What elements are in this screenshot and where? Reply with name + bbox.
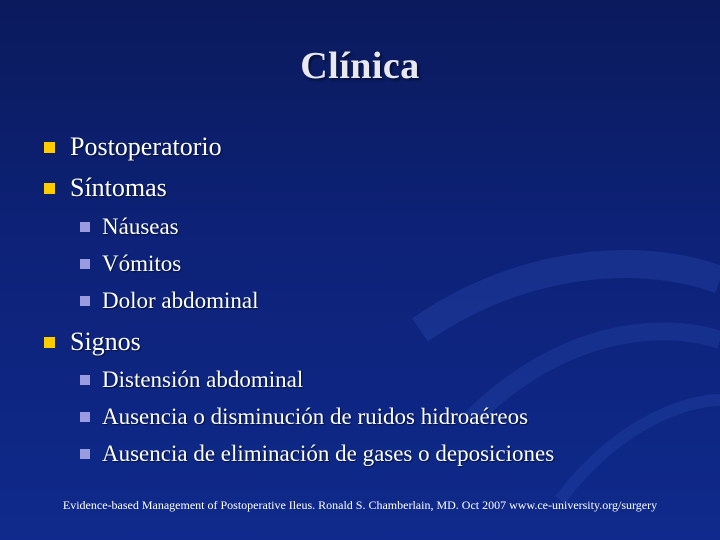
bullet-item-signos — [44, 327, 141, 357]
square-bullet-icon — [80, 259, 90, 269]
square-bullet-icon — [80, 222, 90, 232]
square-bullet-icon — [80, 296, 90, 306]
sub-bullet-item-nauseas — [80, 214, 179, 240]
slide-title: Clínica — [300, 45, 420, 87]
bullet-text: Náuseas — [102, 214, 179, 239]
citation-footer: Evidence-based Management of Postoperative Ileus. Ronald S. Chamberlain, MD. Oct 2007 www.ce-university.org/surgery — [62, 498, 658, 512]
square-bullet-icon — [44, 337, 55, 348]
sub-bullet-item-dolor-abdominal — [80, 288, 259, 314]
bullet-text: Ausencia o disminución de ruidos hidroaéreos — [102, 404, 529, 429]
square-bullet-icon — [44, 142, 55, 153]
sub-bullet-item-gases — [80, 441, 554, 467]
sub-bullet-item-distension-abdominal — [80, 367, 303, 393]
sub-bullet-item-ruidos — [80, 404, 528, 430]
bullet-text: Vómitos — [102, 251, 182, 276]
sub-bullet-item-vomitos — [80, 251, 181, 277]
bullet-text: Signos — [70, 327, 141, 356]
bullet-item-sintomas — [44, 173, 167, 203]
square-bullet-icon — [80, 375, 90, 385]
square-bullet-icon — [80, 412, 90, 422]
bullet-text: Dolor abdominal — [102, 288, 259, 313]
square-bullet-icon — [44, 183, 55, 194]
bullet-text: Ausencia de eliminación de gases o deposiciones — [102, 441, 555, 466]
bullet-item-postoperatorio — [44, 132, 222, 162]
square-bullet-icon — [80, 449, 90, 459]
bullet-text: Síntomas — [70, 173, 167, 202]
bullet-text: Distensión abdominal — [102, 367, 304, 392]
bullet-text: Postoperatorio — [70, 132, 222, 161]
